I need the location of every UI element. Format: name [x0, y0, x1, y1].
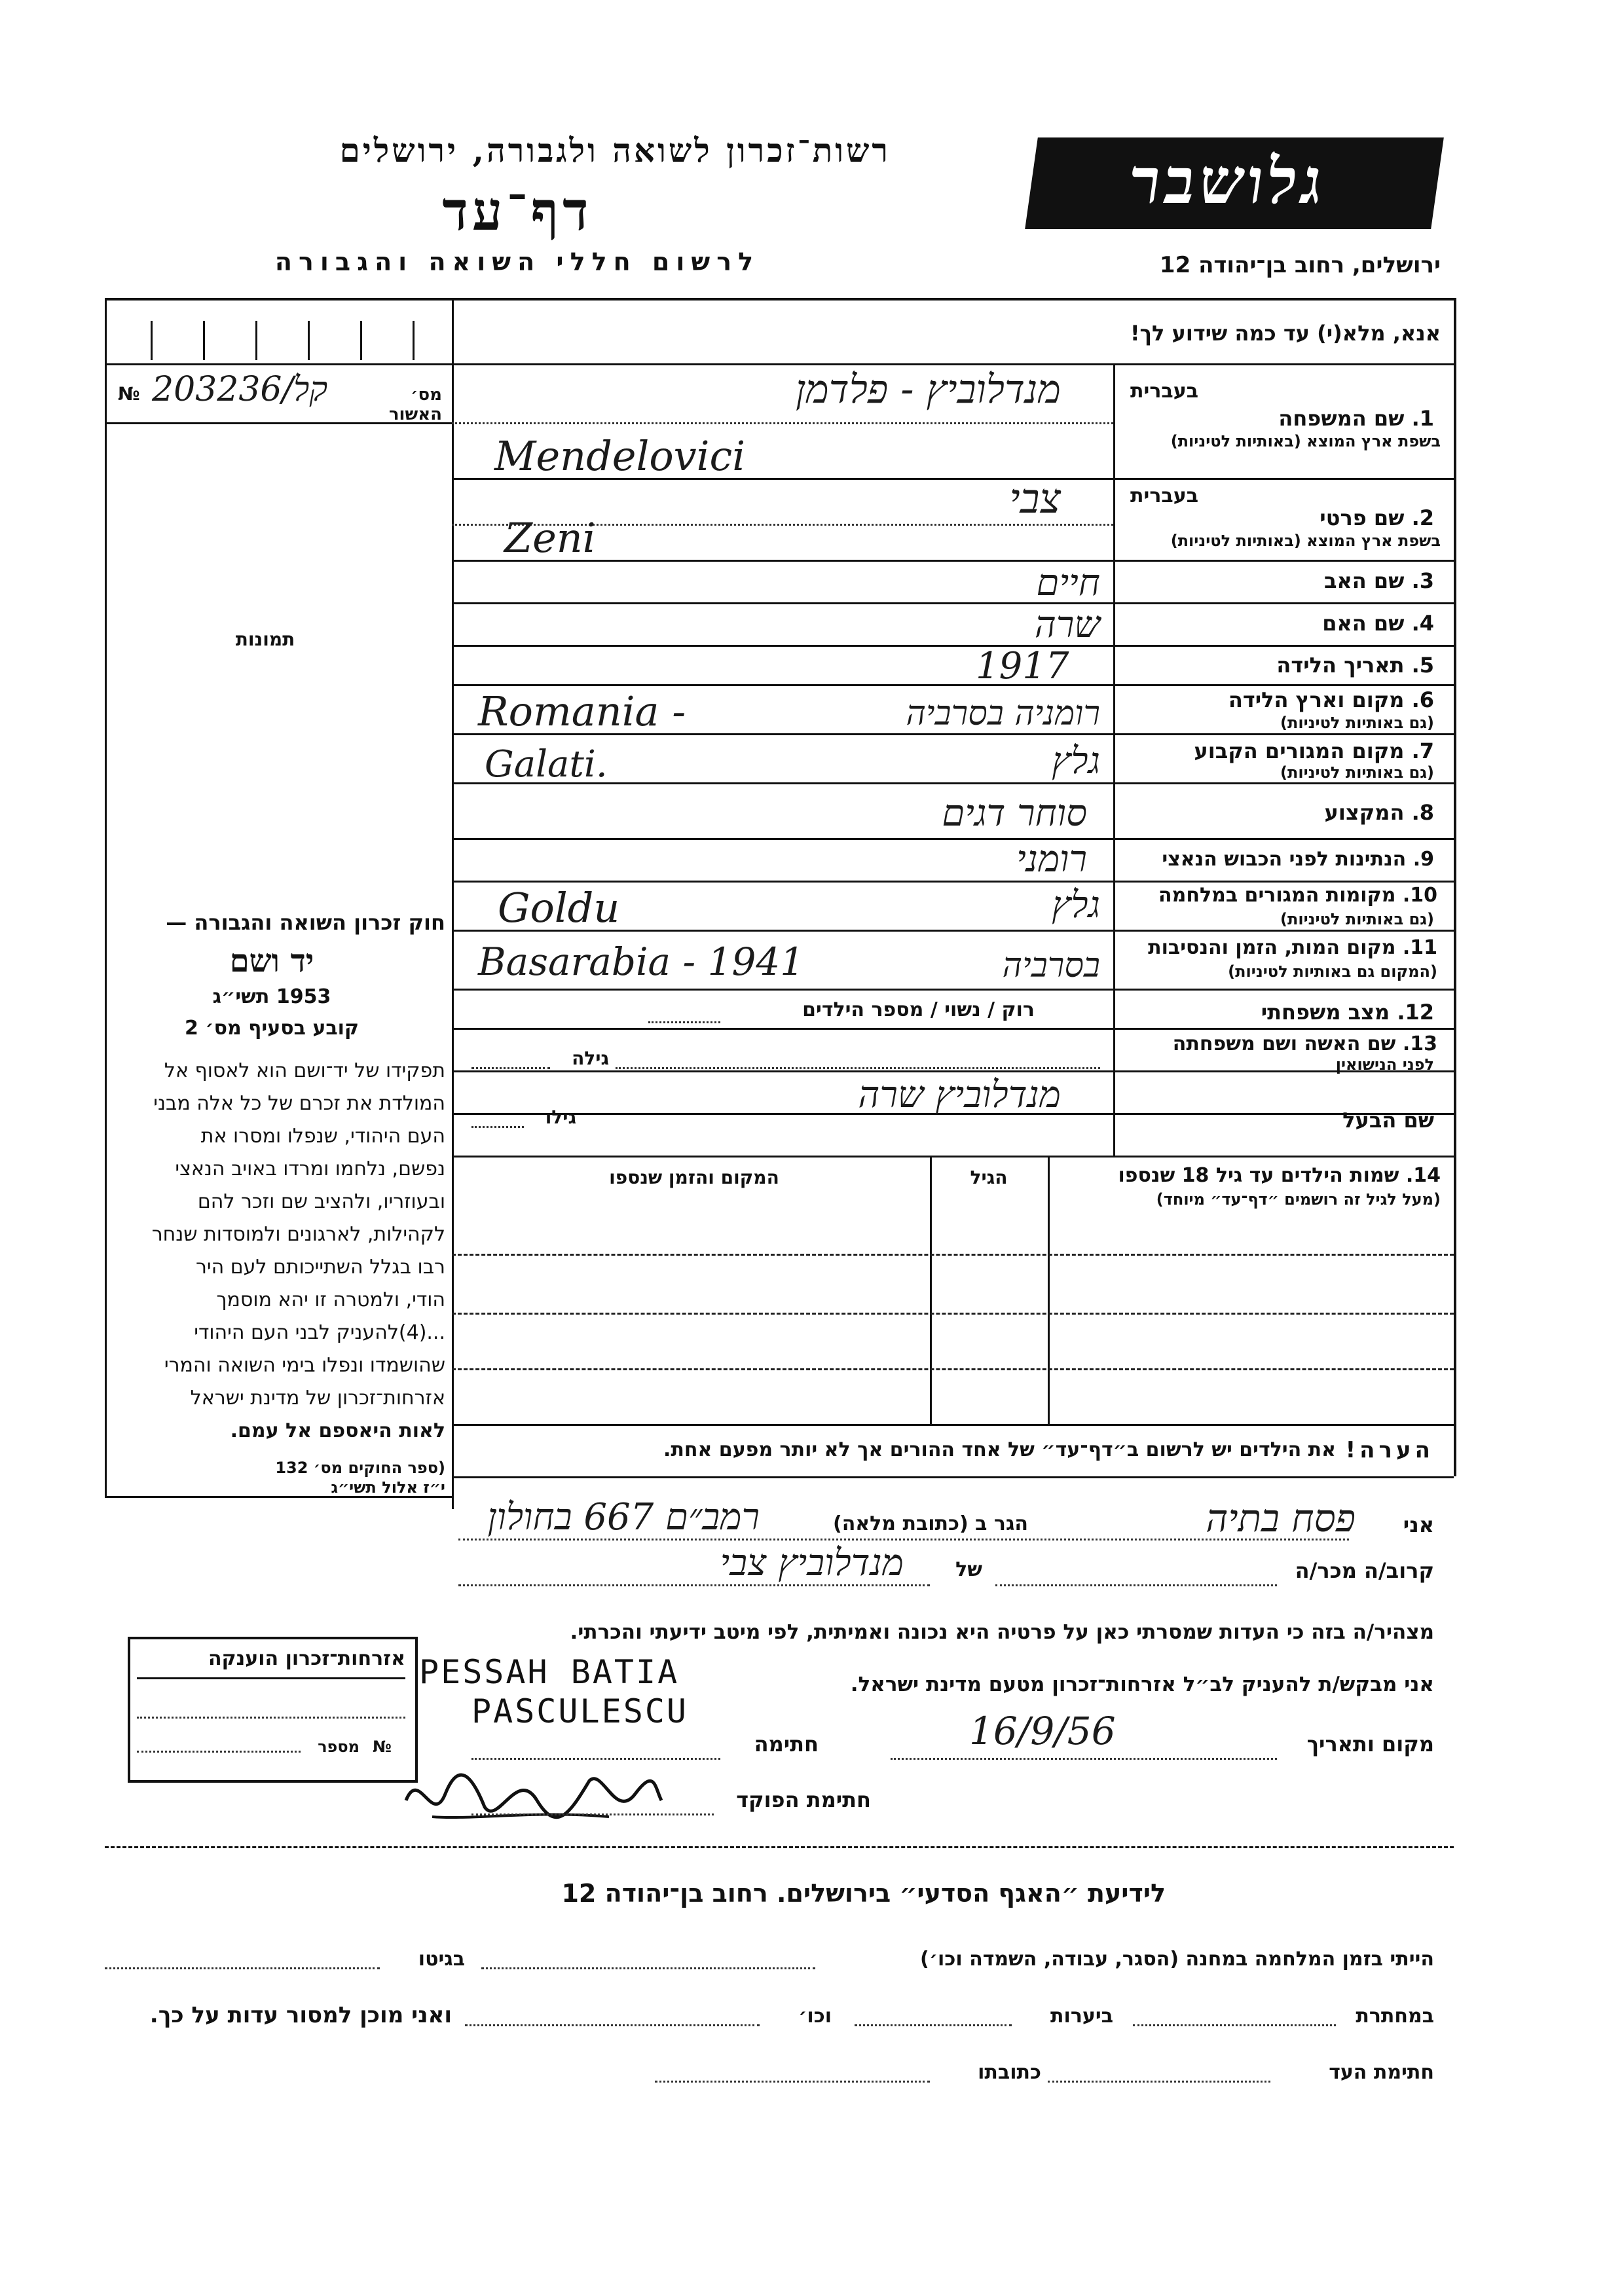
law-text-line: נפשם, נלחמו ומרדו באויב הנאצי	[175, 1157, 445, 1180]
secondary-heading: לידיעת ״האגף הסדעי״ בירושלים. רחוב בן־יהודה 12	[561, 1879, 1166, 1908]
date-value[interactable]: 16/9/56	[969, 1709, 1116, 1753]
children-sub: (מעל לגיל זה רושמים ״דף־עד״ מיוחד)	[1156, 1190, 1441, 1209]
citizenship-label: 9. הנתינות לפני הכבוש הנאצי	[1162, 848, 1434, 871]
first-name-sub: בשפת ארץ המוצא (באותיות לטיניות)	[1170, 532, 1441, 550]
reg-no-label: מס׳ האשור	[388, 385, 442, 424]
logo-text: גלושבר	[1125, 144, 1331, 218]
citizenship-box-number-label: מספר	[318, 1738, 360, 1756]
wartime-residence-label: 10. מקומות המגורים במלחמה	[1158, 884, 1437, 907]
profession-value[interactable]: סוחר דגים	[942, 792, 1087, 835]
law-ref: י״ז אלול תשי״ג	[331, 1478, 445, 1497]
intro-instruction: אנא, מלא(י) עד כמה שידוע לך!	[1130, 321, 1441, 346]
law-ref: (ספר החוקים מס׳ 132	[275, 1459, 445, 1477]
wartime-residence-sub: (גם באותיות לטיניות)	[1280, 910, 1434, 928]
residence-sub: (גם באותיות לטיניות)	[1280, 763, 1434, 782]
declarant-latin-name-1[interactable]: PESSAH BATIA	[419, 1653, 680, 1691]
declaration-statement: מצהיר/ה בזה כי העדות שמסרתי כאן על פרטיה היא נכונה ואמיתית, לפי מיטב ידיעתי והכרתי.	[570, 1620, 1434, 1644]
husband-age-label: גילו	[545, 1106, 576, 1128]
declarant-signature	[393, 1755, 668, 1833]
law-title: חוק זכרון השואה והגבורה —	[166, 910, 445, 935]
note-text: את הילדים יש לרשום ב״דף־עד״ של אחד ההורים אך לא יותר מפעם אחת.	[663, 1438, 1336, 1461]
law-text-line: לאות היאספם אל עמם.	[230, 1419, 445, 1442]
birth-place-hebrew-value[interactable]: רומניה בסרביה	[906, 694, 1100, 733]
wartime-residence-latin-value[interactable]: Goldu	[498, 884, 620, 932]
children-label: 14. שמות הילדים עד גיל 18 שנספו	[1118, 1164, 1441, 1187]
secondary-forests-label: ביערות	[1050, 2005, 1113, 2028]
reg-no-value: 203236/קל	[152, 370, 328, 409]
law-text-line: לקהילות, לארגונים ולמוסדות שנחר	[151, 1223, 445, 1246]
signature-label: חתימה	[754, 1732, 819, 1757]
in-hebrew-label: בעברית	[1130, 484, 1198, 507]
father-name-label: 3. שם האב	[1323, 568, 1434, 593]
surname-latin-value[interactable]: Mendelovici	[494, 432, 746, 480]
relative-of-value[interactable]: מנדלוביץ צבי	[720, 1542, 904, 1584]
marital-status-options[interactable]: רוק / נשוי / מספר הילדים	[802, 998, 1035, 1021]
death-place-label: 11. מקום המות, הזמן והנסיבות	[1148, 936, 1437, 959]
law-text-line: העם היהודי, שנפלו ומסרו את	[200, 1125, 445, 1148]
birth-date-value[interactable]: 1917	[976, 645, 1069, 687]
citizenship-granted-box	[128, 1637, 418, 1783]
reg-no-symbol: №	[118, 383, 140, 405]
photo-label: תמונות	[235, 629, 295, 650]
form-title: דף־עד	[442, 180, 593, 243]
first-name-latin-value[interactable]: Zeni	[504, 514, 596, 562]
secondary-underground-label: במחתרת	[1356, 2005, 1434, 2028]
officer-signature-label: חתימת הפוקד	[736, 1787, 871, 1812]
citizenship-box-no-symbol: №	[373, 1738, 392, 1756]
of-label: של	[955, 1558, 982, 1581]
spouse-name-value[interactable]: מנדלוביץ שרה	[858, 1074, 1061, 1116]
law-section: קובע בסעיף מס׳ 2	[184, 1017, 360, 1040]
law-text-line: אזרחות־זכרון של מדינת ישראל	[190, 1387, 445, 1410]
law-text-line: שהושמדו ונפלו בימי השואה והמרי	[164, 1354, 445, 1377]
residence-latin-value[interactable]: Galati.	[485, 743, 608, 786]
law-text-line: ובעוזריו, ולהציב שם וזכר להם	[197, 1190, 445, 1213]
form-purpose: לרשום חללי השואה והגבורה	[274, 247, 760, 276]
mother-name-value[interactable]: שרה	[1035, 604, 1100, 646]
father-name-value[interactable]: חיים	[1036, 562, 1100, 604]
wartime-residence-hebrew-value[interactable]: גלץ	[1052, 884, 1100, 926]
in-hebrew-label: בעברית	[1130, 380, 1198, 403]
wife-age-label: גילה	[572, 1048, 609, 1069]
declarant-latin-name-2[interactable]: PASCULESCU	[471, 1692, 689, 1730]
children-col-age: הגיל	[970, 1167, 1008, 1188]
relation-label: קרוב/ה מכר/ה	[1295, 1558, 1434, 1583]
wife-name-label: 13. שם האשה ושם משפחתה	[1172, 1032, 1437, 1055]
mother-name-label: 4. שם האם	[1322, 611, 1434, 636]
authority-title: רשות־זכרון לשואה ולגבורה, ירושלים	[339, 131, 891, 170]
surname-label: 1. שם המשפחה	[1278, 406, 1434, 431]
surname-sub: בשפת ארץ המוצא (באותיות לטיניות)	[1170, 432, 1441, 450]
law-year: 1953 תשי״ג	[212, 985, 331, 1008]
secondary-line-camp: הייתי בזמן המלחמה במחנה (הסגר, עבודה, השמדה וכו׳)	[920, 1948, 1434, 1971]
declarant-name-value[interactable]: פסח בתיה	[1206, 1496, 1356, 1540]
citizenship-box-title: אזרחות־זכרון הוענקה	[208, 1647, 405, 1670]
husband-name-label: שם הבעל	[1342, 1108, 1434, 1133]
wife-name-sub: לפני הנישואין	[1335, 1055, 1434, 1074]
law-text-line: ...(4)להעניק לבני העם היהודי	[194, 1321, 445, 1344]
death-place-hebrew-value[interactable]: בסרביה	[1002, 946, 1100, 985]
residence-label: 7. מקום המגורים הקבוע	[1194, 738, 1434, 763]
first-name-label: 2. שם פרטי	[1320, 505, 1434, 530]
address-value[interactable]: רמב״ם 667 בחולון	[487, 1496, 760, 1539]
citizenship-value[interactable]: רומני	[1016, 838, 1087, 881]
birth-place-label: 6. מקום וארץ הלידה	[1228, 687, 1434, 712]
secondary-address-label: כתובתו	[978, 2061, 1041, 2084]
declarant-label: אני	[1403, 1512, 1434, 1537]
law-name: יד ושם	[229, 943, 314, 979]
header-address: ירושלים, רחוב בן־יהודה 12	[1159, 252, 1441, 278]
first-name-hebrew-value[interactable]: צבי	[1009, 475, 1061, 522]
profession-label: 8. המקצוע	[1324, 800, 1434, 825]
secondary-witness-signature-label: חתימת העד	[1329, 2061, 1434, 2084]
secondary-etc-label: וכו׳	[798, 2005, 832, 2028]
secondary-willing-testify: ואני מוכן למסור עדות על כך.	[149, 2002, 452, 2028]
law-text-line: תפקידו של יד־ושם הוא לאסוף אל	[164, 1059, 445, 1082]
birth-place-latin-value[interactable]: Romania -	[478, 687, 686, 735]
address-label: הגר ב (כתובת מלאה)	[832, 1512, 1028, 1535]
surname-hebrew-value[interactable]: מנדלוביץ - פלדמן	[795, 367, 1061, 412]
law-text-line: רבו בגלל השתייכותם לעם היר	[195, 1256, 445, 1279]
place-date-label: מקום ותאריך	[1306, 1732, 1434, 1757]
law-text-line: הודי, ולמטרה זו יהא מוסמך	[216, 1288, 445, 1311]
birth-place-sub: (גם באותיות לטיניות)	[1280, 714, 1434, 732]
marital-status-label: 12. מצב משפחתי	[1261, 1000, 1434, 1025]
birth-date-label: 5. תאריך הלידה	[1276, 653, 1434, 678]
law-text-line: המולדת את זכרם של כל אלה מבני	[153, 1092, 445, 1115]
death-place-sub: (המקום גם באותיות לטיניות)	[1228, 962, 1437, 981]
residence-hebrew-value[interactable]: גלץ	[1052, 740, 1100, 782]
children-col-place: המקום והזמן שנספו	[609, 1167, 779, 1188]
note-label: הערה!	[1345, 1437, 1434, 1463]
death-place-latin-value[interactable]: Basarabia - 1941	[478, 939, 805, 984]
request-statement: אני מבקש/ת להעניק לב״ל אזרחות־זכרון מטעם מדינת ישראל.	[850, 1673, 1434, 1696]
logo	[1025, 137, 1444, 229]
secondary-ghetto-label: בגיטו	[418, 1948, 465, 1971]
